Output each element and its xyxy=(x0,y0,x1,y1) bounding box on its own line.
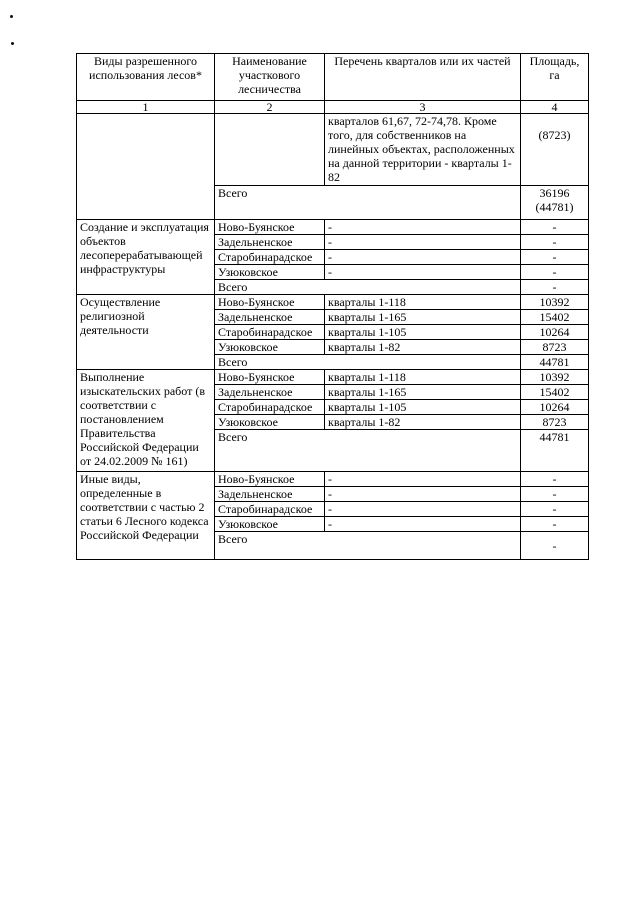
area-cell: 10264 xyxy=(521,400,589,415)
total-area-cell: 44781 xyxy=(521,355,589,370)
forestry-cell: Ново-Буянское xyxy=(215,370,325,385)
header-col-forestry: Наименование участкового лесничества xyxy=(215,54,325,101)
total-label-cell: Всего xyxy=(215,186,521,220)
use-type-cell xyxy=(77,114,215,220)
use-type-cell: Иные виды, определенные в соответствии с частью 2 статьи 6 Лесного кодекса Российской Федерации xyxy=(77,472,215,560)
forestry-cell: Узюковское xyxy=(215,265,325,280)
total-area-alt: (44781) xyxy=(535,200,574,214)
forestry-cell: Задельненское xyxy=(215,487,325,502)
quarters-cell: кварталы 1-165 xyxy=(325,385,521,400)
area-cell: 8723 xyxy=(521,340,589,355)
quarters-cell: кварталы 1-105 xyxy=(325,325,521,340)
quarters-cell: кварталы 1-82 xyxy=(325,340,521,355)
area-cell: - xyxy=(521,235,589,250)
use-type-cell: Выполнение изыскательских работ (в соответствии с постановлением Правительства Российской Федерации от 24.02.2009 № 161) xyxy=(77,370,215,472)
column-number: 2 xyxy=(215,101,325,114)
area-cell: - xyxy=(521,472,589,487)
total-label-cell: Всего xyxy=(215,430,521,472)
quarters-cell: кварталы 1-105 xyxy=(325,400,521,415)
forestry-cell: Старобинарадское xyxy=(215,502,325,517)
scan-speck xyxy=(11,42,14,45)
area-cell: 10264 xyxy=(521,325,589,340)
area-cell: - xyxy=(521,220,589,235)
table-row xyxy=(77,220,589,235)
area-cell: 10392 xyxy=(521,370,589,385)
area-cell: - xyxy=(521,502,589,517)
forestry-cell: Ново-Буянское xyxy=(215,295,325,310)
area-cell: - xyxy=(521,487,589,502)
forestry-cell: Старобинарадское xyxy=(215,400,325,415)
area-cell: (8723) xyxy=(521,114,589,186)
total-area-cell: 44781 xyxy=(521,430,589,472)
quarters-cell: - xyxy=(325,502,521,517)
forestry-cell: Узюковское xyxy=(215,517,325,532)
quarters-cell: - xyxy=(325,265,521,280)
forestry-cell: Задельненское xyxy=(215,235,325,250)
table-row xyxy=(77,370,589,385)
area-cell: 15402 xyxy=(521,310,589,325)
total-area: 36196 xyxy=(539,186,570,200)
quarters-cell: - xyxy=(325,235,521,250)
header-col-quarters: Перечень кварталов или их частей xyxy=(325,54,521,101)
area-cell: - xyxy=(521,265,589,280)
table-row xyxy=(77,295,589,310)
total-area-cell: - xyxy=(521,280,589,295)
area-cell: - xyxy=(521,250,589,265)
column-number: 3 xyxy=(325,101,521,114)
total-label-cell: Всего xyxy=(215,532,521,560)
column-number: 4 xyxy=(521,101,589,114)
scan-speck xyxy=(10,15,13,18)
area-cell: 10392 xyxy=(521,295,589,310)
area-cell xyxy=(521,186,589,220)
header-col-use-type: Виды разрешенного использования лесов* xyxy=(77,54,215,101)
forest-use-table xyxy=(76,53,589,560)
total-label-cell: Всего xyxy=(215,355,521,370)
area-cell: 8723 xyxy=(521,415,589,430)
use-type-cell: Создание и эксплуатация объектов лесоперерабатывающей инфраструктуры xyxy=(77,220,215,295)
table-row xyxy=(77,472,589,487)
area-cell: 15402 xyxy=(521,385,589,400)
quarters-cell: кварталы 1-165 xyxy=(325,310,521,325)
forestry-cell: Задельненское xyxy=(215,310,325,325)
quarters-cell: кварталы 1-118 xyxy=(325,295,521,310)
use-type-cell: Осуществление религиозной деятельности xyxy=(77,295,215,370)
quarters-cell: - xyxy=(325,220,521,235)
forestry-cell: Ново-Буянское xyxy=(215,220,325,235)
quarters-cell: кварталы 1-118 xyxy=(325,370,521,385)
total-area-cell: - xyxy=(521,532,589,560)
total-label-cell: Всего xyxy=(215,280,521,295)
table-header-row xyxy=(77,54,589,101)
quarters-cell: - xyxy=(325,517,521,532)
forestry-cell: Узюковское xyxy=(215,340,325,355)
header-col-area: Площадь, га xyxy=(521,54,589,101)
area-cell: - xyxy=(521,517,589,532)
quarters-cell: - xyxy=(325,472,521,487)
forestry-cell: Старобинарадское xyxy=(215,325,325,340)
forestry-cell: Узюковское xyxy=(215,415,325,430)
quarters-cell: - xyxy=(325,250,521,265)
column-number: 1 xyxy=(77,101,215,114)
forestry-cell: Старобинарадское xyxy=(215,250,325,265)
forestry-cell: Задельненское xyxy=(215,385,325,400)
quarters-cell: кварталы 1-82 xyxy=(325,415,521,430)
column-number-row xyxy=(77,101,589,114)
forestry-cell: Ново-Буянское xyxy=(215,472,325,487)
quarters-cell: кварталов 61,67, 72-74,78. Кроме того, для собственников на линейных объектах, расположенных на данной территории - кварталы 1-82 xyxy=(325,114,521,186)
forestry-cell xyxy=(215,114,325,186)
quarters-cell: - xyxy=(325,487,521,502)
continuation-row xyxy=(77,114,589,186)
